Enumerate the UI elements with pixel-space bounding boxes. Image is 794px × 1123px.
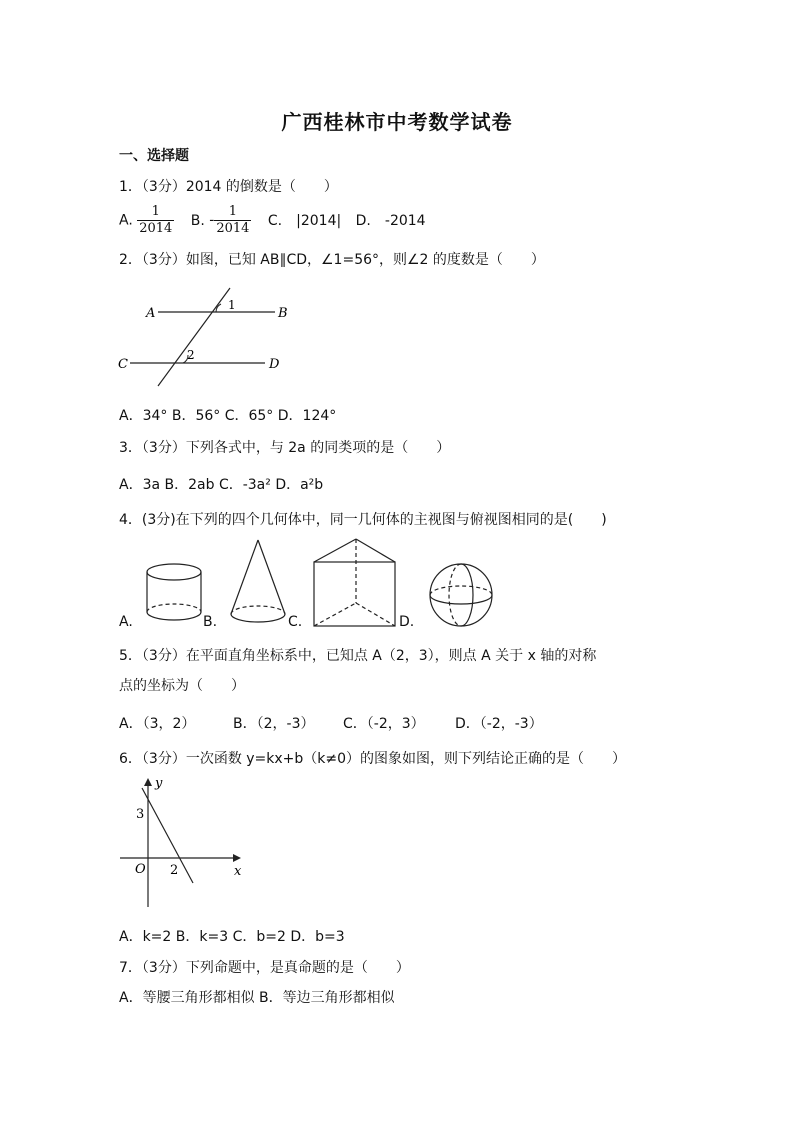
q1-option-a-fraction xyxy=(137,204,174,237)
x-axis-arrow xyxy=(233,854,241,862)
fraction-numerator: 1 xyxy=(137,204,174,221)
question-3-stem: 3．（3分）下列各式中，与 2a 的同类项的是（ ） xyxy=(119,440,451,456)
q5-option-b: B．（2，-3） xyxy=(233,716,315,732)
q1-option-c: C. |2014| xyxy=(267,212,342,229)
question-2-stem: 2．（3分）如图，已知 AB∥CD，∠1=56°，则∠2 的度数是（ ） xyxy=(119,252,545,268)
label-angle-1: 1 xyxy=(228,298,236,312)
label-b: B xyxy=(278,306,288,321)
question-7-options: A．等腰三角形都相似 B．等边三角形都相似 xyxy=(119,990,395,1006)
label-angle-2: 2 xyxy=(187,348,195,362)
q4-label-d: D. xyxy=(399,614,415,630)
question-6-stem: 6．（3分）一次函数 y=kx+b（k≠0）的图象如图，则下列结论正确的是（ ） xyxy=(119,751,627,767)
origin-label: O xyxy=(135,862,146,877)
sphere-shape xyxy=(430,564,492,626)
page-title: 广西桂林市中考数学试卷 xyxy=(281,110,513,134)
y-axis-label: y xyxy=(155,776,163,791)
question-4-stem: 4．(3分)在下列的四个几何体中，同一几何体的主视图与俯视图相同的是( ) xyxy=(119,512,607,528)
q1-option-b-fraction xyxy=(214,204,251,237)
question-5-stem-line-2: 点的坐标为（ ） xyxy=(119,678,245,694)
x-intercept-label: 2 xyxy=(170,863,179,878)
label-c: C xyxy=(118,357,128,372)
q5-option-a: A．（3，2） xyxy=(119,716,196,732)
q5-option-d: D．（-2，-3） xyxy=(455,716,543,732)
y-intercept-label: 3 xyxy=(136,807,145,822)
fraction-denominator: 2014 xyxy=(139,221,173,236)
q4-label-a: A. xyxy=(119,614,133,630)
solids-figure xyxy=(115,535,505,635)
q1-option-b-label: B. xyxy=(190,212,205,229)
question-5-stem-line-1: 5．（3分）在平面直角坐标系中，已知点 A（2，3），则点 A 关于 x 轴的对称 xyxy=(119,648,597,664)
cylinder-shape xyxy=(147,564,201,620)
fraction-denominator: 2014 xyxy=(216,221,250,236)
q5-option-c: C．（-2，3） xyxy=(343,716,425,732)
label-d: D xyxy=(269,357,280,372)
q1-option-d: D. -2014 xyxy=(355,212,426,229)
cone-shape xyxy=(231,540,285,622)
question-2-options: A．34° B．56° C．65° D．124° xyxy=(119,408,337,424)
linear-function-graph xyxy=(115,772,255,912)
question-3-options: A．3a B．2ab C．-3a² D．a²b xyxy=(119,477,324,493)
question-1-stem: 1．（3分）2014 的倒数是（ ） xyxy=(119,179,338,195)
y-axis-arrow xyxy=(144,778,152,786)
q4-label-b: B. xyxy=(203,614,218,630)
q4-label-c: C. xyxy=(288,614,303,630)
label-a: A xyxy=(146,306,156,321)
q1-option-a-label: A. xyxy=(119,212,133,229)
x-axis-label: x xyxy=(234,864,242,879)
transversal-line xyxy=(158,288,230,386)
parallel-lines-figure xyxy=(110,284,300,389)
question-7-stem: 7．（3分）下列命题中，是真命题的是（ ） xyxy=(119,960,410,976)
question-6-options: A．k=2 B．k=3 C．b=2 D．b=3 xyxy=(119,929,345,945)
prism-shape xyxy=(314,539,395,626)
q1-option-b-sign: - xyxy=(209,212,215,229)
fraction-numerator: 1 xyxy=(214,204,251,221)
function-line xyxy=(142,788,193,883)
question-1-options xyxy=(119,204,426,237)
section-heading: 一、选择题 xyxy=(119,148,189,164)
